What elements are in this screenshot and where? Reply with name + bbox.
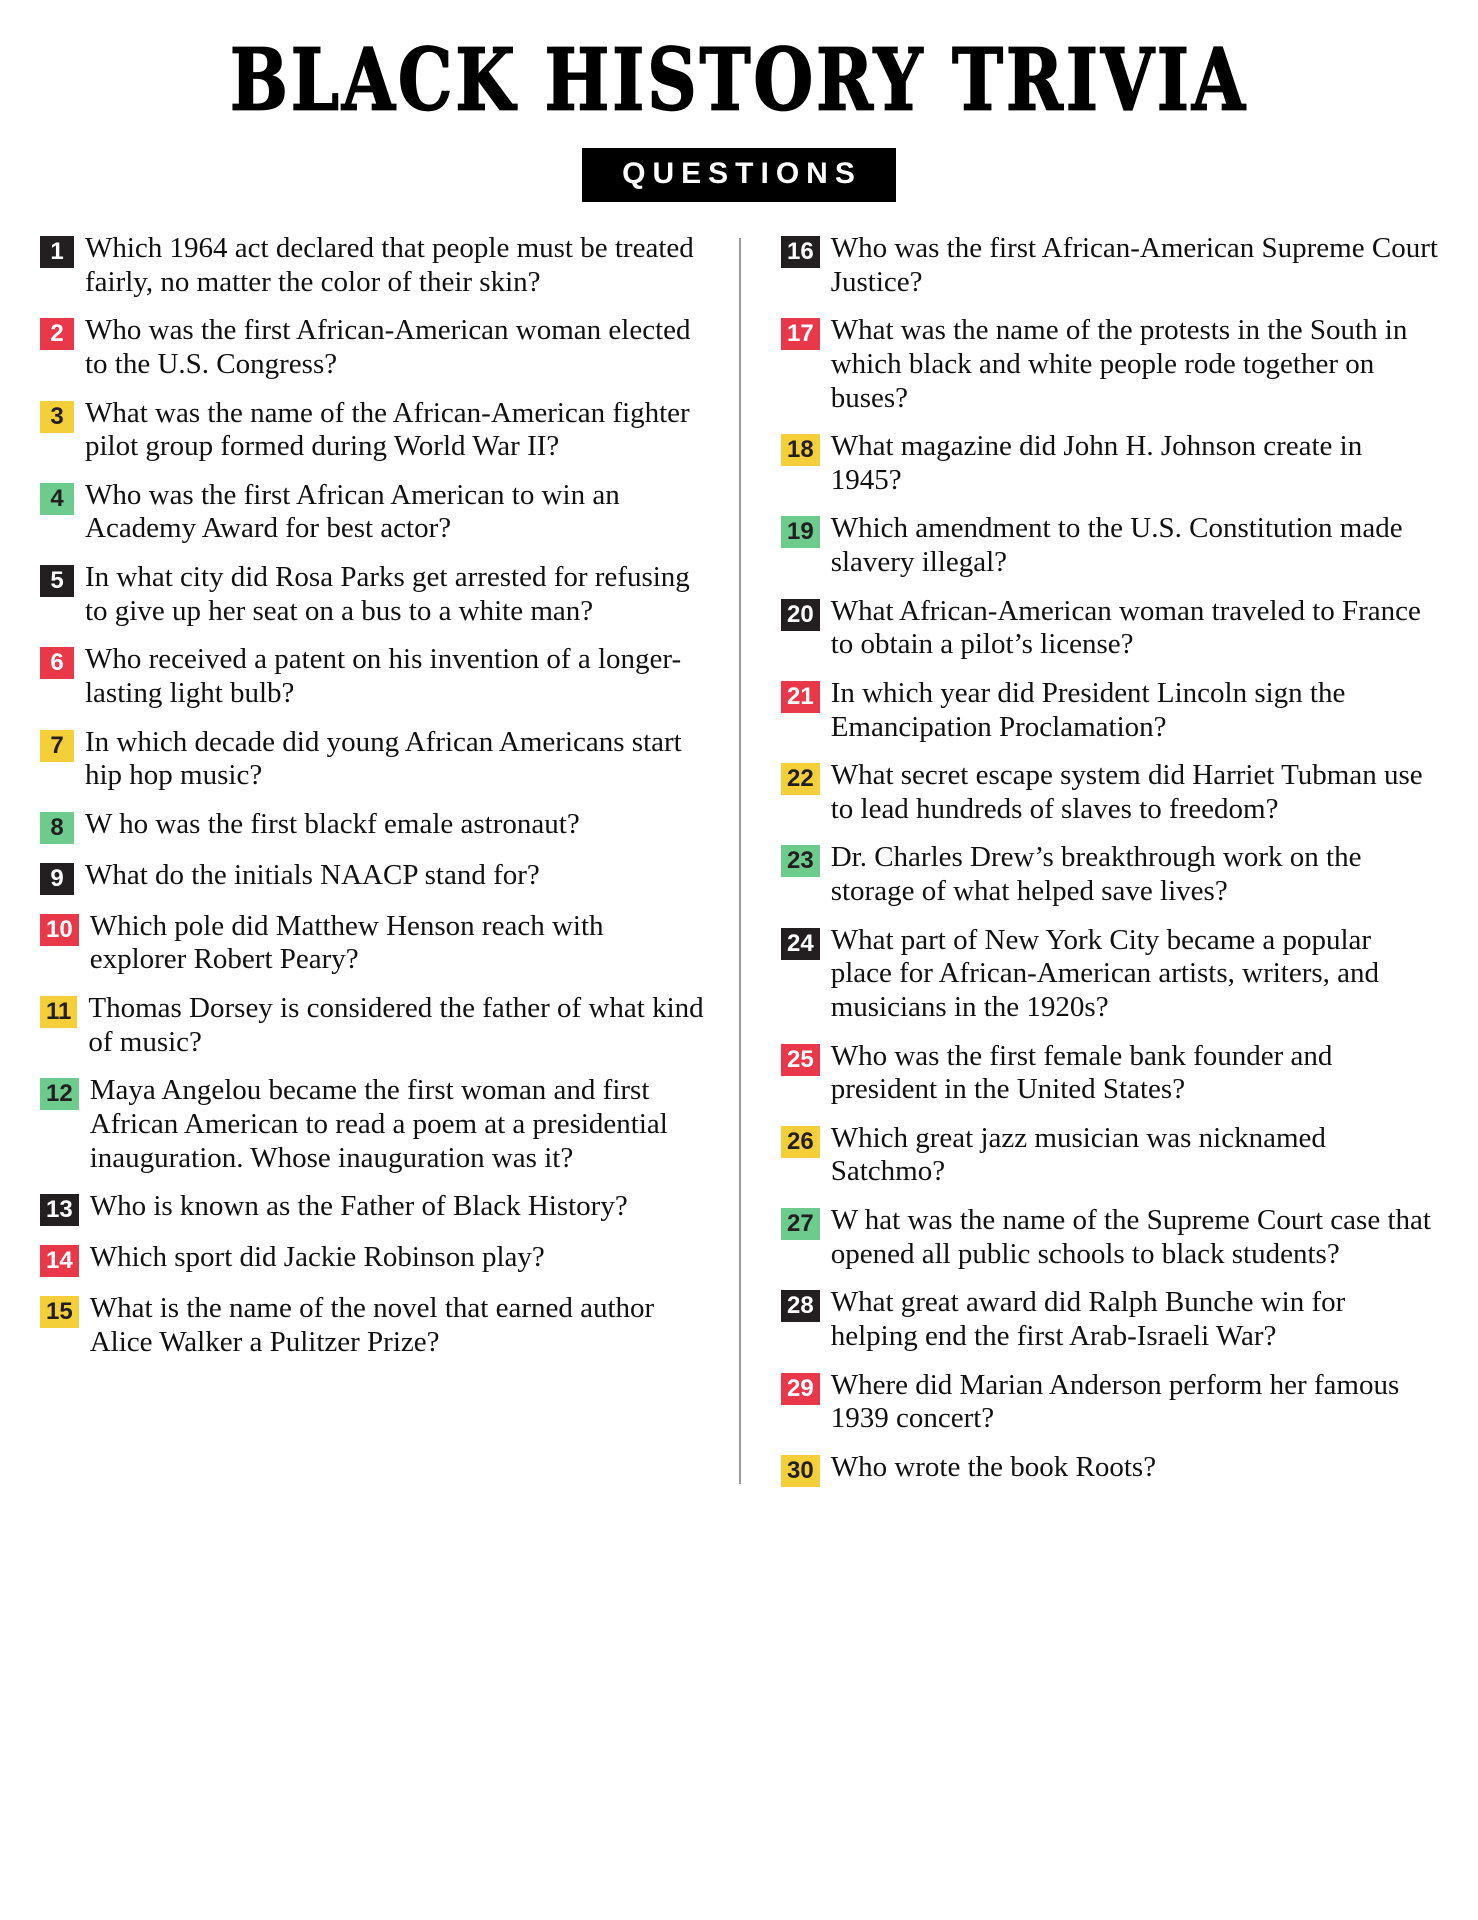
question-number-badge: 28 [781, 1290, 820, 1322]
question-number-badge: 6 [40, 647, 74, 679]
question-text: What magazine did John H. Johnson create in 1945? [830, 430, 1363, 496]
question-text: W ho was the first blackf emale astronaut? [85, 807, 580, 840]
question-number-badge: 24 [781, 928, 820, 960]
question-number-badge: 7 [40, 730, 74, 762]
question-text: Who is known as the Father of Black History? [89, 1190, 628, 1223]
question-text: Maya Angelou became the first woman and first African American to read a poem at a presidential inauguration. Whose inauguration was it? [89, 1074, 668, 1174]
question-text: What was the name of the African-American fighter pilot group formed during World War II? [85, 396, 690, 463]
question-item [40, 1292, 705, 1359]
question-text: What great award did Ralph Bunche win for helping end the first Arab-Israeli War? [830, 1286, 1346, 1352]
question-number-badge: 12 [40, 1078, 79, 1110]
question-number-badge: 1 [40, 236, 74, 268]
question-item [781, 1122, 1438, 1189]
question-item [40, 910, 705, 977]
question-text: In which decade did young African Americans start hip hop music? [85, 725, 682, 792]
question-number-badge: 2 [40, 318, 74, 350]
question-text: What African-American woman traveled to France to obtain a pilot’s license? [830, 594, 1421, 661]
question-text: Thomas Dorsey is considered the father of what kind of music? [88, 992, 704, 1058]
question-number-badge: 15 [40, 1296, 79, 1328]
question-number-badge: 16 [781, 236, 820, 268]
question-number-badge: 14 [40, 1245, 79, 1277]
question-number-badge: 21 [781, 681, 820, 713]
question-number-badge: 4 [40, 483, 74, 515]
question-item [781, 841, 1438, 908]
question-item [40, 232, 705, 299]
question-text: Who wrote the book Roots? [830, 1450, 1157, 1483]
question-number-badge: 20 [781, 599, 820, 631]
question-item [781, 512, 1438, 579]
question-text: Who was the first African-American woman elected to the U.S. Congress? [85, 314, 691, 380]
question-number-badge: 27 [781, 1208, 820, 1240]
question-number-badge: 18 [781, 434, 820, 466]
question-item [781, 1369, 1438, 1436]
question-text: What part of New York City became a popular place for African-American artists, writers, and musicians in the 1920s? [830, 923, 1380, 1023]
question-item [781, 1451, 1438, 1487]
question-number-badge: 25 [781, 1044, 820, 1076]
question-item [40, 1241, 705, 1277]
question-item [40, 859, 705, 895]
page-title: BLACK HISTORY TRIVIA [230, 30, 1248, 130]
subtitle-container [40, 148, 1438, 202]
question-text: Which amendment to the U.S. Constitution made slavery illegal? [830, 512, 1403, 578]
question-item [40, 726, 705, 793]
question-number-badge: 9 [40, 863, 74, 895]
question-item [781, 232, 1438, 299]
question-number-badge: 26 [781, 1126, 820, 1158]
question-item [781, 1286, 1438, 1353]
question-text: Who was the first African American to win an Academy Award for best actor? [85, 478, 620, 545]
question-text: W hat was the name of the Supreme Court case that opened all public schools to black students? [830, 1204, 1431, 1270]
question-text: What secret escape system did Harriet Tubman use to lead hundreds of slaves to freedom? [830, 759, 1423, 825]
question-text: What do the initials NAACP stand for? [85, 858, 540, 891]
question-item [40, 479, 705, 546]
question-text: Who received a patent on his invention of a longer-lasting light bulb? [85, 643, 682, 709]
question-item [40, 1190, 705, 1226]
question-text: In which year did President Lincoln sign the Emancipation Proclamation? [830, 676, 1346, 743]
question-number-badge: 10 [40, 914, 79, 946]
question-item [40, 643, 705, 710]
question-item [781, 430, 1438, 497]
section-badge: QUESTIONS [582, 148, 896, 202]
column-divider [739, 238, 741, 1484]
question-text: In what city did Rosa Parks get arrested for refusing to give up her seat on a bus to a white man? [85, 561, 690, 627]
question-number-badge: 19 [781, 516, 820, 548]
question-item [781, 595, 1438, 662]
left-question-column [40, 232, 739, 1502]
question-item [40, 561, 705, 628]
question-text: What was the name of the protests in the South in which black and white people rode together on buses? [830, 314, 1408, 414]
question-text: Who was the first African-American Supreme Court Justice? [830, 232, 1438, 298]
question-number-badge: 22 [781, 763, 820, 795]
question-item [781, 1040, 1438, 1107]
question-item [40, 1074, 705, 1175]
question-text: Which great jazz musician was nicknamed Satchmo? [830, 1121, 1326, 1188]
question-item [40, 314, 705, 381]
question-number-badge: 13 [40, 1194, 79, 1226]
questions-columns [40, 232, 1438, 1502]
question-number-badge: 5 [40, 565, 74, 597]
question-number-badge: 3 [40, 401, 74, 433]
question-item [781, 924, 1438, 1025]
question-item [781, 759, 1438, 826]
question-number-badge: 17 [781, 318, 820, 350]
question-text: Which 1964 act declared that people must be treated fairly, no matter the color of their skin? [85, 232, 694, 298]
right-question-column [739, 232, 1438, 1502]
question-item [781, 314, 1438, 415]
question-text: Who was the first female bank founder and president in the United States? [830, 1039, 1333, 1106]
question-item [781, 677, 1438, 744]
question-number-badge: 8 [40, 812, 74, 844]
question-number-badge: 30 [781, 1455, 820, 1487]
question-item [40, 808, 705, 844]
question-text: Where did Marian Anderson perform her famous 1939 concert? [830, 1368, 1400, 1435]
question-number-badge: 23 [781, 845, 820, 877]
question-text: What is the name of the novel that earned author Alice Walker a Pulitzer Prize? [89, 1292, 655, 1358]
question-number-badge: 29 [781, 1373, 820, 1405]
question-text: Which pole did Matthew Henson reach with explorer Robert Peary? [89, 909, 604, 976]
question-number-badge: 11 [40, 996, 77, 1028]
question-item [40, 992, 705, 1059]
question-item [781, 1204, 1438, 1271]
question-text: Which sport did Jackie Robinson play? [89, 1241, 545, 1274]
question-text: Dr. Charles Drew’s breakthrough work on the storage of what helped save lives? [830, 841, 1362, 907]
question-item [40, 397, 705, 464]
